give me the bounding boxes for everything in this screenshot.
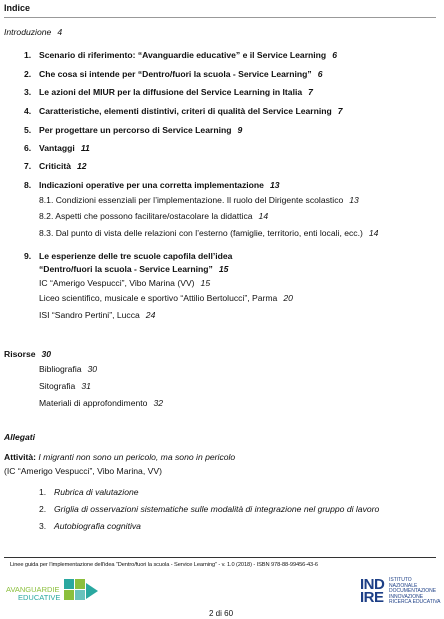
attivita-school: (IC “Amerigo Vespucci”, Vibo Marina, VV) <box>4 466 162 476</box>
toc-item-6[interactable]: 6. Vantaggi 11 <box>24 143 90 153</box>
attivita-item-3[interactable]: 3. Autobiografia cognitiva <box>39 521 141 531</box>
toc-item-9[interactable]: 9. Le esperienze delle tre scuole capofila dell’idea <box>24 251 233 261</box>
toc-item-4[interactable]: 4. Caratteristiche, elementi distintivi, criteri di qualità del Service Learning 7 <box>24 106 343 116</box>
toc-subitem-8-1[interactable]: 8.1. Condizioni essenziali per l’implementazione. Il ruolo del Dirigente scolastico 13 <box>39 195 359 205</box>
attivita-item-1[interactable]: 1. Rubrica di valutazione <box>39 487 139 497</box>
footer-rule <box>4 557 436 558</box>
toc-risorse-materiali[interactable]: Materiali di approfondimento 32 <box>39 398 163 408</box>
page-number: 2 di 60 <box>209 609 234 618</box>
toc-risorse[interactable]: Risorse 30 <box>4 349 52 359</box>
toc-intro-page: 4 <box>57 27 63 37</box>
toc-item-3[interactable]: 3. Le azioni del MIUR per la diffusione del Service Learning in Italia 7 <box>24 87 313 97</box>
toc-risorse-bibliografia[interactable]: Bibliografia 30 <box>39 364 98 374</box>
attivita-item-2[interactable]: 2. Griglia di osservazioni sistematiche sulle modalità di integrazione nel gruppo di lavoro <box>39 504 380 514</box>
toc-item-8[interactable]: 8. Indicazioni operative per una corretta implementazione 13 <box>24 180 280 190</box>
toc-subitem-8-3[interactable]: 8.3. Dal punto di vista delle relazioni con l’esterno (famiglie, territorio, enti locali, ecc.) 14 <box>39 228 379 238</box>
toc-intro[interactable] <box>4 27 62 37</box>
avanguardie-emblem-icon <box>62 577 100 607</box>
toc-item-2[interactable]: 2. Che cosa si intende per “Dentro/fuori la scuola - Service Learning” 6 <box>24 69 323 79</box>
toc-intro-label: Introduzione <box>4 27 52 37</box>
attivita-title: Attività: I migranti non sono un pericolo, ma sono in pericolo <box>4 452 236 462</box>
toc-item-1[interactable]: 1. Scenario di riferimento: “Avanguardie educative” e il Service Learning 6 <box>24 50 337 60</box>
page-heading: Indice <box>4 3 31 13</box>
toc-school-3[interactable]: ISI “Sandro Pertini”, Lucca 24 <box>39 310 156 320</box>
toc-subitem-8-2[interactable]: 8.2. Aspetti che possono facilitare/ostacolare la didattica 14 <box>39 211 269 221</box>
heading-rule <box>4 17 436 18</box>
toc-school-2[interactable]: Liceo scientifico, musicale e sportivo “Attilio Bertolucci”, Parma 20 <box>39 293 293 303</box>
toc-risorse-sitografia[interactable]: Sitografia 31 <box>39 381 91 391</box>
toc-school-1[interactable]: IC “Amerigo Vespucci”, Vibo Marina (VV) 15 <box>39 278 211 288</box>
toc-allegati[interactable]: Allegati <box>4 432 36 442</box>
avanguardie-logo: AVANGUARDIE EDUCATIVE <box>6 585 61 602</box>
footer-citation: Linee guida per l’implementazione dell’idea “Dentro/fuori la scuola - Service Learning” - v. 1.0 (2018) - ISBN 978-88-99456-43-6 <box>10 562 318 568</box>
toc-item-5[interactable]: 5. Per progettare un percorso di Service Learning 9 <box>24 125 243 135</box>
toc-item-7[interactable]: 7. Criticità 12 <box>24 161 87 171</box>
toc-item-9-line2[interactable]: “Dentro/fuori la scuola - Service Learning” 15 <box>39 264 229 274</box>
